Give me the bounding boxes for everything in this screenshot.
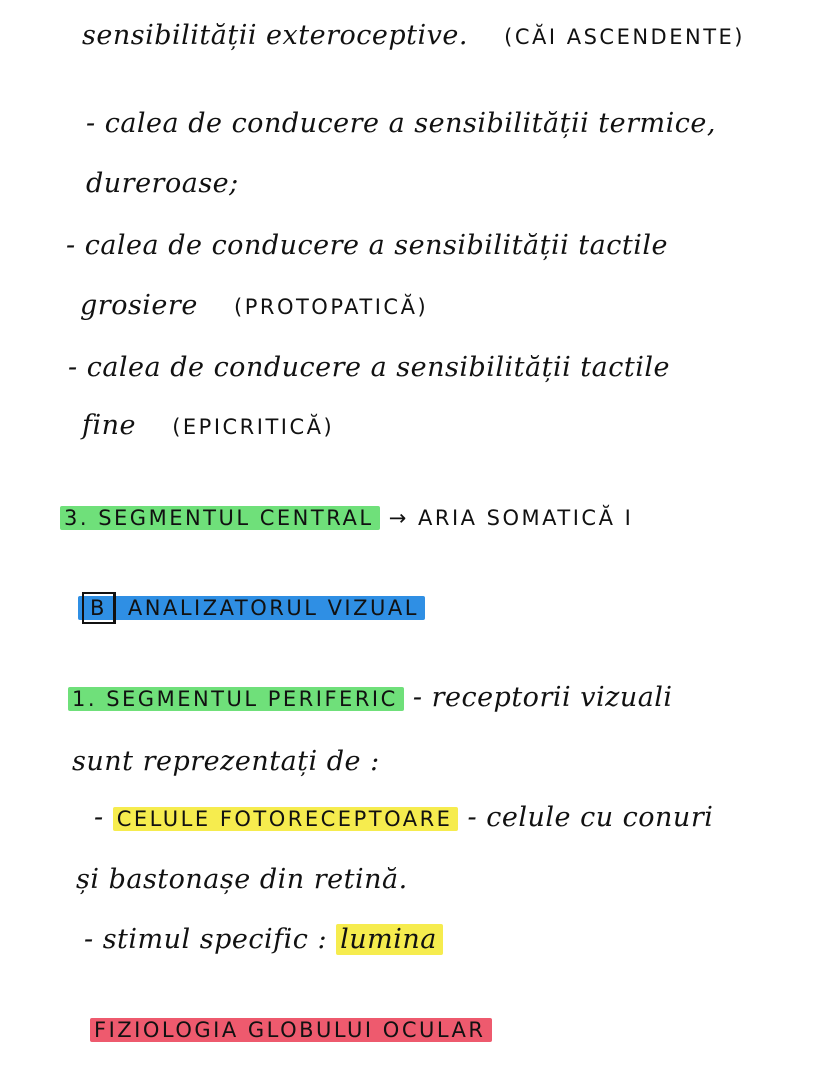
heading-text-analizatorul-vizual: ANALIZATORUL VIZUAL [127,596,419,620]
note-line-protopatica [80,288,428,325]
note-line-celule-fotoreceptoare [94,800,713,837]
note-text: fine [82,410,136,441]
heading-rest-aria-somatica: → ARIA SOMATICĂ I [388,506,634,530]
red-highlight-fiziologia-globului-ocular: FIZIOLOGIA GLOBULUI OCULAR [90,1018,492,1042]
note-line-calea-tactile-grosiere: - calea de conducere a sensibilității tactile [66,230,668,261]
note-dash: - [94,802,104,833]
note-text: sensibilității exteroceptive. [82,20,468,51]
note-text: grosiere [80,290,198,321]
note-line-calea-termica: - calea de conducere a sensibilității termice, [86,108,716,139]
note-text: - stimul specific : [84,924,328,955]
note-caps-protopatica: (PROTOPATICĂ) [234,295,429,319]
yellow-highlight-lumina: lumina [336,924,443,955]
note-receptorii-vizuali: - receptorii vizuali [412,682,673,713]
heading-segmentul-periferic [68,680,673,717]
note-caps-epicritica: (EPICRITICĂ) [172,415,335,439]
green-highlight-segmentul-central: 3. SEGMENTUL CENTRAL [60,506,380,530]
note-line-exteroceptive [82,18,745,55]
note-caps-cai-ascendente: (CĂI ASCENDENTE) [504,25,745,49]
note-line-calea-tactile-fine: - calea de conducere a sensibilității tactile [68,352,670,383]
note-line-reprezentati: sunt reprezentați de : [72,746,380,777]
heading-segmentul-central [60,500,633,536]
note-line-stimul-specific [84,922,443,958]
note-line-bastonase: și bastonașe din retină. [76,864,408,895]
heading-fiziologia-globului-ocular [90,1012,492,1048]
yellow-highlight-celule-fotoreceptoare: CELULE FOTORECEPTOARE [113,807,459,831]
heading-analizatorul-vizual [78,590,425,626]
note-celule-cu-conuri: - celule cu conuri [467,802,714,833]
note-line-dureroase: dureroase; [86,168,239,199]
note-line-epicritica [82,408,334,445]
blue-highlight-analizatorul-vizual [78,596,425,620]
green-highlight-segmentul-periferic: 1. SEGMENTUL PERIFERIC [68,687,404,711]
boxed-letter-b: B [82,592,116,624]
